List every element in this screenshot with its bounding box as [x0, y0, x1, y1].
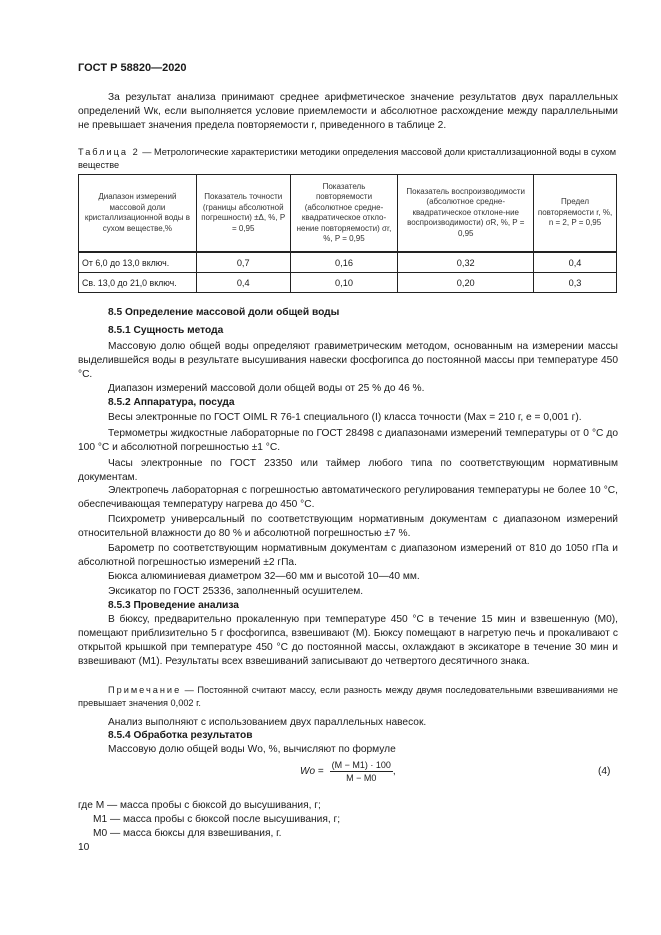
formula-denominator: M − M0: [346, 773, 377, 783]
table-cell: 0,20: [398, 273, 534, 293]
table-cell: 0,16: [290, 252, 398, 273]
paragraph: Массовую долю общей воды определяют гравиметрическим методом, основанным на измерении массы выделившейся воды в результате высушивания навески фосфогипса до постоянной массы при температуре 450 °С.: [78, 341, 618, 380]
table-header-cell: Предел повторяемости r, %, n = 2, P = 0,95: [534, 175, 617, 253]
section-heading: 8.5.3 Проведение анализа: [108, 600, 239, 611]
section-heading: 8.5.4 Обработка результатов: [108, 730, 253, 741]
table-header-cell: Показатель воспроизводимости (абсолютное средне-квадратическое отклоне-ние воспроизводимости) σR, %, P = 0,95: [398, 175, 534, 253]
formula-tail: ,: [392, 766, 396, 777]
definition-text: — масса бюксы для взвешивания, г.: [110, 828, 282, 839]
formula-number: (4): [598, 766, 611, 777]
section-heading: 8.5.2 Аппаратура, посуда: [108, 397, 235, 408]
page-number: 10: [78, 842, 90, 853]
section-heading: 8.5 Определение массовой доли общей воды: [108, 307, 340, 318]
definition-symbol: где M: [78, 800, 105, 811]
formula-numerator: (M − M1) · 100: [331, 760, 391, 770]
formula-lhs: Wо =: [300, 766, 324, 777]
paragraph: Бюкса алюминиевая диаметром 32—60 мм и высотой 10—40 мм.: [108, 571, 420, 582]
paragraph: Термометры жидкостные лабораторные по ГОСТ 28498 с диапазонами измерений температуры от 0 °С до 100 °С и абсолютной погрешностью ±1 °С.: [78, 428, 618, 453]
definition-symbol: M0: [93, 828, 108, 839]
metrology-table: [78, 174, 617, 293]
table-cell: От 6,0 до 13,0 включ.: [79, 252, 197, 273]
table-header-cell: Показатель повторяемости (абсолютное средне-квадратическое откло-нение повторяемости) σr, %, P = 0,95: [290, 175, 398, 253]
table-row: [79, 252, 617, 273]
definition-text: — масса пробы с бюксой до высушивания, г;: [107, 800, 321, 811]
standard-header: ГОСТ Р 58820—2020: [78, 62, 187, 74]
paragraph: Часы электронные по ГОСТ 23350 или таймер любого типа по соответствующим нормативным документам.: [78, 458, 618, 483]
section-heading: 8.5.1 Сущность метода: [108, 325, 224, 336]
note: [78, 684, 618, 710]
table-caption-label: Таблица 2: [78, 147, 140, 157]
intro-paragraph: За результат анализа принимают среднее арифметическое значение результатов двух параллельных определений Wк, если выполняется условие приемлемости и абсолютное расхождение между параллельными не превышает значения предела повторяемости r, приведенного в таблице 2.: [78, 92, 618, 131]
table-caption-text: — Метрологические характеристики методики определения массовой доли кристаллизационной воды в сухом веществе: [78, 147, 617, 170]
table-cell: 0,7: [196, 252, 290, 273]
paragraph: Анализ выполняют с использованием двух параллельных навесок.: [108, 717, 427, 728]
table-row: [79, 273, 617, 293]
paragraph: Весы электронные по ГОСТ OIML R 76-1 специального (I) класса точности (Max = 210 г, e = 0,001 г).: [108, 412, 582, 423]
definition-item: [93, 813, 340, 827]
paragraph: Диапазон измерений массовой доли общей воды от 25 % до 46 %.: [108, 383, 425, 394]
paragraph: Электропечь лабораторная с погрешностью автоматического регулирования температуры не более 10 °С, обеспечивающая температуру нагрева до 450 °С.: [78, 485, 618, 510]
paragraph: Эксикатор по ГОСТ 25336, заполненный осушителем.: [108, 586, 364, 597]
definition-item: [78, 799, 321, 813]
formula-fraction: [330, 760, 393, 783]
definition-symbol: M1: [93, 814, 108, 825]
table-cell: Св. 13,0 до 21,0 включ.: [79, 273, 197, 293]
table-caption: [78, 146, 618, 171]
paragraph: Психрометр универсальный по соответствующим нормативным документам с диапазоном измерений относительной влажности до 80 % и абсолютной погрешностью ±7 %.: [78, 514, 618, 539]
table-header-cell: Показатель точности (границы абсолютной погрешности) ±Δ, %, P = 0,95: [196, 175, 290, 253]
table-cell: 0,10: [290, 273, 398, 293]
formula: [300, 760, 396, 783]
table-cell: 0,4: [534, 252, 617, 273]
paragraph: Барометр по соответствующим нормативным документам с диапазоном измерений от 810 до 1050 гПа и абсолютной погрешностью измерений ±2 гПа.: [78, 543, 618, 568]
table-header-cell: Диапазон измерений массовой доли кристаллизационной воды в сухом веществе,%: [79, 175, 197, 253]
definition-text: — масса пробы с бюксой после высушивания, г;: [110, 814, 341, 825]
table-cell: 0,32: [398, 252, 534, 273]
note-text: — Постоянной считают массу, если разность между двумя последовательными взвешиваниями не превышает значения 0,002 г.: [78, 685, 618, 708]
paragraph: В бюксу, предварительно прокаленную при температуре 450 °С в течение 15 мин и взвешенную (M0), помещают приблизительно 5 г фосфогипса, взвешивают (M). Бюксу помещают в нагретую печь и прокаливают с открытой крышкой при температуре 450 °С до постоянной массы, охлаждают в эксикаторе в течение 30 мин и взвешивают (M1). Результаты всех взвешиваний записывают до четвертого десятичного знака.: [78, 614, 618, 667]
table-cell: 0,4: [196, 273, 290, 293]
table-cell: 0,3: [534, 273, 617, 293]
note-label: Примечание: [108, 685, 182, 695]
definition-item: [93, 827, 281, 841]
paragraph: Массовую долю общей воды Wо, %, вычисляют по формуле: [108, 744, 396, 755]
